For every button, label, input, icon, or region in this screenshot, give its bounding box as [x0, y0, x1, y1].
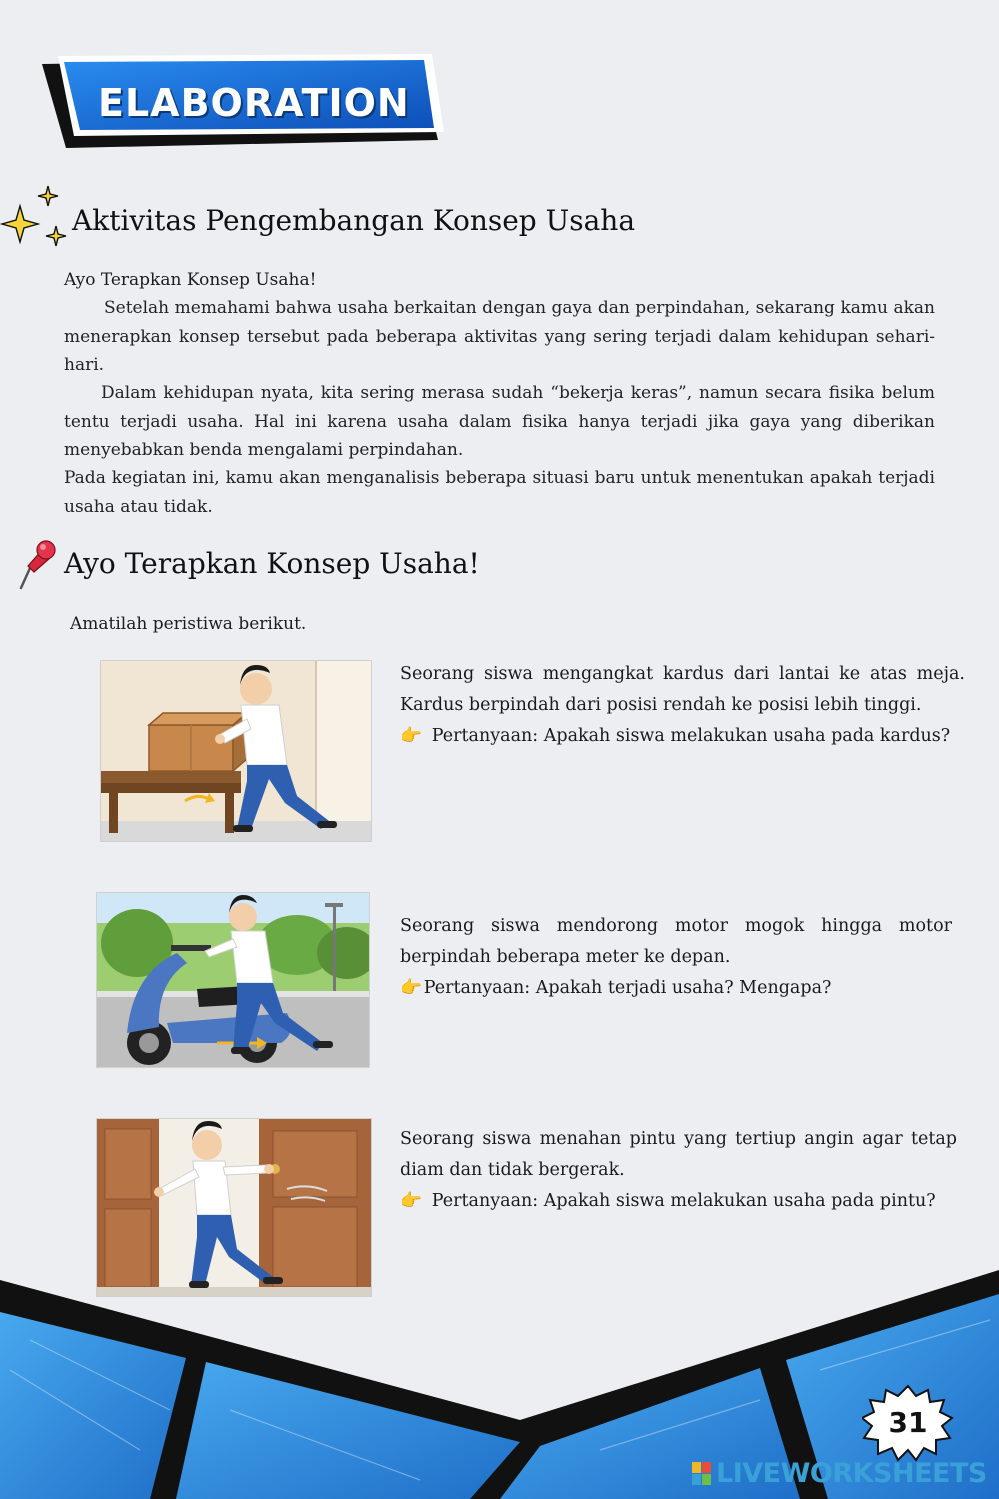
banner-title: ELABORATION: [98, 81, 410, 125]
case-question: Pertanyaan: Apakah siswa melakukan usaha pada pintu?: [431, 1191, 936, 1211]
case-pushing-scooter: [400, 911, 952, 1004]
intro-paragraph-1: Setelah memahami bahwa usaha berkaitan dengan gaya dan perpindahan, sekarang kamu akan menerapkan konsep tersebut pada beberapa aktivitas yang sering terjadi dalam kehidupan sehari-hari.: [64, 298, 935, 375]
pointing-hand-icon: 👉: [400, 1191, 422, 1211]
pointing-hand-icon: 👉: [400, 978, 422, 998]
case-description: Seorang siswa menahan pintu yang tertiup angin agar tetap diam dan tidak bergerak.: [400, 1129, 957, 1180]
intro-paragraph-3: Pada kegiatan ini, kamu akan menganalisis beberapa situasi baru untuk menentukan apakah terjadi usaha atau tidak.: [64, 468, 935, 517]
section-title-apply: Ayo Terapkan Konsep Usaha!: [64, 547, 480, 580]
case-description: Seorang siswa mengangkat kardus dari lantai ke atas meja. Kardus berpindah dari posisi rendah ke posisi lebih tinggi.: [400, 664, 965, 715]
sparkle-icon: [0, 182, 76, 258]
observe-instruction: Amatilah peristiwa berikut.: [70, 614, 307, 634]
case-holding-door: [400, 1124, 957, 1217]
section-title-activities: Aktivitas Pengembangan Konsep Usaha: [72, 204, 636, 237]
case-lifting-box: [400, 659, 965, 752]
liveworksheets-watermark[interactable]: LIVEWORKSHEETS: [716, 1458, 987, 1489]
illustration-lifting-box: [100, 660, 372, 842]
illustration-pushing-scooter: [96, 892, 370, 1068]
pushpin-icon: [18, 538, 58, 590]
case-question: Pertanyaan: Apakah terjadi usaha? Mengapa?: [423, 978, 832, 998]
case-description: Seorang siswa mendorong motor mogok hingga motor berpindah beberapa meter ke depan.: [400, 916, 952, 967]
pointing-hand-icon: 👉: [400, 726, 422, 746]
intro-subtitle: Ayo Terapkan Konsep Usaha!: [64, 270, 317, 290]
page-number: 31: [888, 1406, 928, 1439]
liveworksheets-logo-icon: [692, 1462, 712, 1486]
intro-paragraph-2: Dalam kehidupan nyata, kita sering merasa sudah “bekerja keras”, namun secara fisika belum tentu terjadi usaha. Hal ini karena usaha dalam fisika hanya terjadi jika gaya yang diberikan menyebabkan benda mengalami perpindahan.: [64, 383, 935, 460]
case-question: Pertanyaan: Apakah siswa melakukan usaha pada kardus?: [431, 726, 951, 746]
